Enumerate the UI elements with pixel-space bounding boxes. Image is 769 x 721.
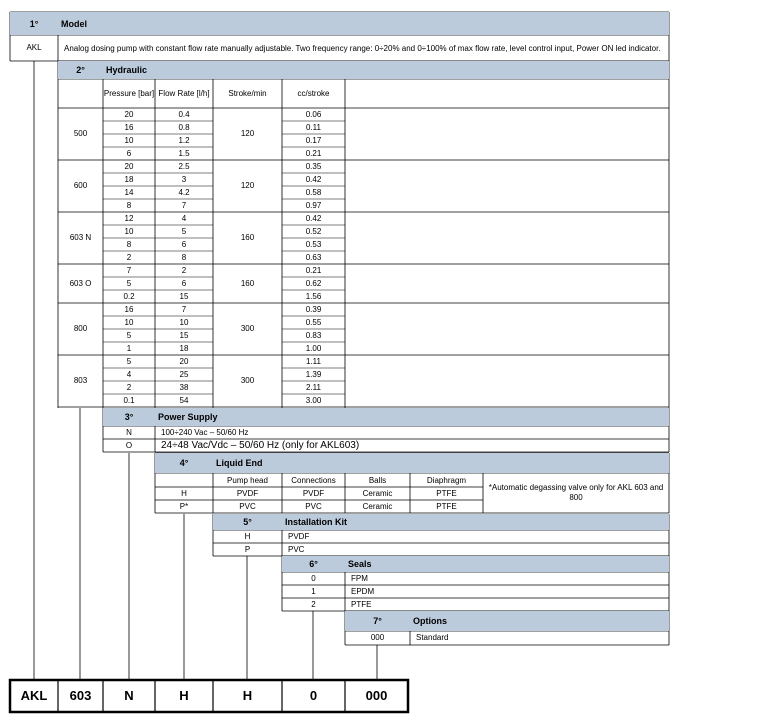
seals-code: 1: [311, 586, 316, 596]
step-number: 3°: [103, 408, 155, 426]
pressure-value: 16: [124, 304, 134, 314]
step-number: 4°: [155, 453, 213, 473]
liquid-value: Ceramic: [362, 501, 393, 511]
power-description: 24÷48 Vac/Vdc – 50/60 Hz (only for AKL603): [161, 439, 360, 451]
example-code-segment: 000: [365, 688, 388, 703]
column-header: Balls: [368, 475, 387, 485]
install-description: PVDF: [288, 531, 310, 541]
cc-value: 0.35: [305, 161, 322, 171]
cc-value: 0.55: [305, 317, 322, 327]
flow-value: 0.4: [178, 109, 190, 119]
cc-value: 0.17: [305, 135, 322, 145]
pressure-value: 2: [126, 382, 132, 392]
section-title: Seals: [345, 556, 669, 572]
stroke-value: 300: [240, 376, 255, 385]
hydraulic-code: 500: [73, 129, 88, 138]
column-header: Pump head: [227, 475, 268, 485]
seals-description: FPM: [351, 573, 368, 583]
flow-value: 6: [181, 239, 187, 249]
step-number: 5°: [213, 514, 282, 530]
example-code-segment: AKL: [20, 688, 48, 703]
flow-value: 15: [179, 291, 189, 301]
example-code-segment: 603: [69, 688, 92, 703]
column-header: Pressure [bar]: [103, 88, 155, 98]
flow-value: 7: [181, 200, 187, 210]
options-description: Standard: [416, 633, 449, 642]
pressure-value: 7: [126, 265, 132, 275]
cc-value: 0.21: [305, 265, 322, 275]
cc-value: 0.63: [305, 252, 322, 262]
example-code-segment: 0: [309, 688, 318, 703]
options-code: 000: [370, 633, 385, 642]
stroke-value: 160: [240, 233, 255, 242]
liquid-code: P*: [179, 501, 189, 511]
flow-value: 7: [181, 304, 187, 314]
power-code: O: [125, 440, 133, 450]
flow-value: 1.2: [178, 135, 190, 145]
cc-value: 0.53: [305, 239, 322, 249]
section-title: Installation Kit: [282, 514, 669, 530]
cc-value: 0.62: [305, 278, 322, 288]
liquid-value: Ceramic: [362, 488, 393, 498]
column-header: Diaphragm: [426, 475, 467, 485]
pressure-value: 16: [124, 122, 134, 132]
pressure-value: 8: [126, 200, 132, 210]
example-code-segment: N: [124, 688, 134, 703]
flow-value: 0.8: [178, 122, 190, 132]
section-title: Liquid End: [213, 453, 669, 473]
flow-value: 54: [179, 395, 189, 405]
liquid-value: PVDF: [302, 488, 325, 498]
step-number: 7°: [345, 611, 410, 631]
pressure-value: 0.2: [123, 291, 135, 301]
liquid-value: PTFE: [436, 501, 457, 511]
flow-value: 25: [179, 369, 189, 379]
seals-description: EPDM: [351, 586, 375, 596]
liquid-value: PVC: [239, 501, 256, 511]
hydraulic-code: 600: [73, 181, 88, 190]
model-code: AKL: [26, 43, 42, 52]
cc-value: 0.39: [305, 304, 322, 314]
pressure-value: 8: [126, 239, 132, 249]
cc-value: 0.11: [306, 122, 321, 132]
cc-value: 0.06: [305, 109, 322, 119]
flow-value: 10: [179, 317, 189, 327]
pressure-value: 20: [124, 109, 134, 119]
step-number: 1°: [10, 12, 58, 35]
flow-value: 20: [179, 356, 189, 366]
seals-description: PTFE: [351, 599, 372, 609]
cc-value: 0.42: [305, 213, 322, 223]
flow-value: 1.5: [178, 148, 190, 158]
cc-value: 2.11: [306, 382, 321, 392]
pressure-value: 5: [126, 278, 132, 288]
flow-value: 18: [179, 343, 189, 353]
section-title: Hydraulic: [103, 61, 669, 79]
pressure-value: 18: [124, 174, 134, 184]
flow-value: 2.5: [178, 161, 190, 171]
stroke-value: 160: [240, 278, 255, 288]
hydraulic-code: 800: [73, 324, 88, 333]
liquid-value: PTFE: [436, 488, 457, 498]
seals-code: 0: [311, 573, 316, 583]
power-description: 100÷240 Vac – 50/60 Hz: [161, 427, 249, 437]
section-title: Power Supply: [155, 408, 669, 426]
column-header: Stroke/min: [228, 88, 267, 98]
example-code-segment: H: [242, 688, 253, 703]
pressure-value: 5: [126, 356, 132, 366]
stroke-value: 120: [240, 181, 255, 190]
cc-value: 3.00: [305, 395, 322, 405]
hydraulic-code: 603 O: [69, 278, 92, 288]
install-code: H: [244, 531, 251, 541]
pressure-value: 10: [124, 135, 134, 145]
pressure-value: 0.1: [123, 395, 135, 405]
cc-value: 0.83: [305, 330, 322, 340]
hydraulic-code: 803: [73, 376, 88, 385]
column-header: Flow Rate [l/h]: [158, 88, 210, 98]
flow-value: 4.2: [178, 187, 190, 197]
pressure-value: 4: [126, 369, 132, 379]
liquid-note: *Automatic degassing valve only for AKL 603 and 800: [488, 483, 664, 502]
install-code: P: [244, 544, 251, 554]
flow-value: 6: [181, 278, 187, 288]
stroke-value: 120: [240, 129, 255, 138]
cc-value: 0.97: [305, 200, 322, 210]
flow-value: 8: [181, 252, 187, 262]
liquid-value: PVDF: [236, 488, 259, 498]
pressure-value: 1: [126, 343, 132, 353]
section-title: Options: [410, 611, 669, 631]
model-description: Analog dosing pump with constant flow rate manually adjustable. Two frequency range: 0÷20% and 0÷100% of max flow rate, level control input, Power ON led indicator.: [64, 43, 661, 53]
step-number: 6°: [282, 556, 345, 572]
cc-value: 1.39: [305, 369, 322, 379]
pressure-value: 10: [124, 317, 134, 327]
flow-value: 15: [179, 330, 189, 340]
section-title: Model: [58, 12, 669, 35]
flow-value: 38: [179, 382, 189, 392]
cc-value: 0.42: [305, 174, 322, 184]
column-header: Connections: [291, 475, 336, 485]
liquid-code: H: [181, 488, 187, 498]
pressure-value: 20: [124, 161, 134, 171]
cc-value: 1.11: [306, 356, 321, 366]
hydraulic-code: 603 N: [69, 233, 92, 242]
cc-value: 0.21: [305, 148, 322, 158]
flow-value: 2: [181, 265, 187, 275]
step-number: 2°: [58, 61, 103, 79]
flow-value: 4: [181, 213, 187, 223]
pressure-value: 12: [124, 213, 134, 223]
cc-value: 1.56: [305, 291, 322, 301]
cc-value: 0.52: [305, 226, 322, 236]
power-code: N: [126, 427, 132, 437]
pressure-value: 2: [126, 252, 132, 262]
install-description: PVC: [288, 544, 305, 554]
flow-value: 5: [181, 226, 187, 236]
pressure-value: 5: [126, 330, 132, 340]
cc-value: 1.00: [305, 343, 322, 353]
pressure-value: 6: [126, 148, 132, 158]
pressure-value: 14: [124, 187, 134, 197]
example-code-segment: H: [179, 688, 189, 703]
column-header: cc/stroke: [297, 88, 330, 98]
cc-value: 0.58: [305, 187, 322, 197]
pressure-value: 10: [124, 226, 134, 236]
seals-code: 2: [311, 599, 316, 609]
liquid-value: PVC: [305, 501, 322, 511]
flow-value: 3: [181, 174, 187, 184]
stroke-value: 300: [240, 324, 255, 333]
